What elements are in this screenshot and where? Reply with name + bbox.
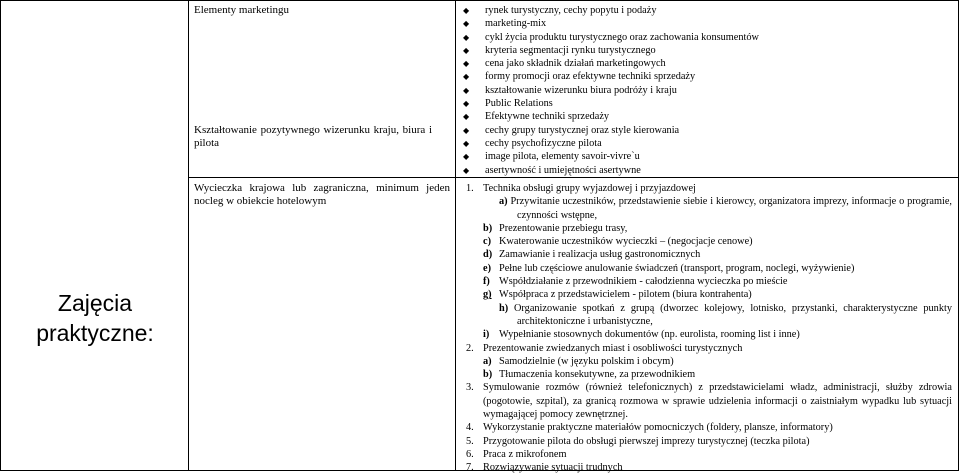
list-item: 4. Wykorzystanie praktyczne materiałów pomocniczych (foldery, plansze, informatory) [466, 422, 833, 434]
list-item: a) Samodzielnie (w języku polskim i obcym) [483, 355, 674, 367]
diamond-bullet-icon: ◆ [463, 85, 470, 95]
list-item: g) Współpraca z przedstawicielem - pilotem (biura kontrahenta) [483, 289, 752, 301]
diamond-bullet-icon: ◆ [463, 59, 470, 69]
list-item: b) Tłumaczenia konsekutywne, za przewodnikiem [483, 369, 696, 381]
diamond-bullet-icon: ◆ [463, 19, 470, 29]
list-item: ◆ rynek turystyczny, cechy popytu i podaży [463, 5, 657, 16]
diamond-bullet-icon: ◆ [463, 165, 470, 175]
topic-marketing: Elementy marketingu [194, 4, 289, 16]
list-item: 6. Praca z mikrofonem [466, 448, 567, 460]
list-item: ◆ cechy grupy turystycznej oraz style kierowania [463, 124, 680, 136]
border-top [0, 0, 959, 1]
list-item: ◆ image pilota, elementy savoir-vivre`u [463, 151, 640, 163]
diamond-bullet-icon: ◆ [463, 45, 470, 55]
bullet-list-marketing [460, 4, 955, 177]
list-item: 1. Technika obsługi grupy wyjazdowej i przyjazdowej [466, 183, 696, 194]
list-item: 5. Przygotowanie pilota do obsługi pierwszej imprezy turystycznej (teczka pilota) [466, 435, 810, 447]
list-item: ◆ formy promocji oraz efektywne techniki sprzedaży [463, 71, 696, 83]
section-heading: Zajęcia praktyczne: [36, 290, 154, 346]
topic-trip: Wycieczka krajowa lub zagraniczna, minimum jeden nocleg w obiekcie hotelowym [194, 182, 450, 208]
diamond-bullet-icon: ◆ [463, 152, 470, 162]
list-item: b) Prezentowanie przebiegu trasy, [483, 222, 628, 234]
diamond-bullet-icon: ◆ [463, 125, 470, 135]
list-item: ◆ marketing-mix [463, 18, 547, 30]
list-item: f) Współdziałanie z przewodnikiem - całodzienna wycieczka po mieście [483, 276, 788, 288]
list-item: ◆ asertywność i umiejętności asertywne [463, 164, 641, 176]
topic-image: Kształtowanie pozytywnego wizerunku kraju, biura i pilota [194, 124, 432, 150]
diamond-bullet-icon: ◆ [463, 138, 470, 148]
divider-col-2 [455, 0, 456, 471]
list-item: h) Organizowanie spotkań z grupą (dworzec kolejowy, lotnisko, przystanki, charakterystyczne punkty architektoniczne i urbanistyczne, [499, 302, 952, 327]
list-item: ◆ cechy psychofizyczne pilota [463, 137, 602, 149]
list-item: ◆ Efektywne techniki sprzedaży [463, 111, 610, 123]
list-item: ◆ cykl życia produktu turystycznego oraz zachowania konsumentów [463, 31, 759, 43]
list-item: i) Wypełnianie stosownych dokumentów (np. eurolista, rooming list i inne) [483, 329, 800, 341]
diamond-bullet-icon: ◆ [463, 6, 470, 15]
list-item: a) Przywitanie uczestników, przedstawienie siebie i kierowcy, organizatora imprezy, informacje o programie, czynności wstępne, [499, 196, 952, 221]
list-item: ◆ cena jako składnik działań marketingowych [463, 58, 666, 70]
list-item: 2. Prezentowanie zwiedzanych miast i osobliwości turystycznych [466, 342, 743, 354]
divider-col-1 [188, 0, 189, 471]
list-item: 7. Rozwiązywanie sytuacji trudnych [466, 462, 623, 474]
diamond-bullet-icon: ◆ [463, 32, 470, 42]
list-item: e) Pełne lub częściowe anulowanie świadczeń (transport, program, noclegi, wyżywienie) [483, 262, 855, 274]
list-item: d) Zamawianie i realizacja usług gastronomicznych [483, 249, 701, 261]
list-item: c) Kwaterowanie uczestników wycieczki – (negocjacje cenowe) [483, 236, 753, 248]
list-item: ◆ Public Relations [463, 98, 553, 110]
divider-row [188, 177, 959, 178]
list-item: ◆ kształtowanie wizerunku biura podróży i kraju [463, 84, 677, 96]
diamond-bullet-icon: ◆ [463, 99, 470, 109]
diamond-bullet-icon: ◆ [463, 72, 470, 82]
diamond-bullet-icon: ◆ [463, 112, 470, 122]
border-left [0, 0, 1, 471]
list-item: ◆ kryteria segmentacji rynku turystycznego [463, 44, 656, 56]
numbered-list-trip [466, 182, 952, 475]
list-item: 3. Symulowanie rozmów (również telefonicznych) z przedstawicielami władz, administracji, służby zdrowia (pogotowie, szpital), za granicą rozmowa w sprawie udzielenia informacji o zaistniałym wypadku lub sytuacji wymagającej pomocy zewnętrznej. [466, 382, 952, 421]
